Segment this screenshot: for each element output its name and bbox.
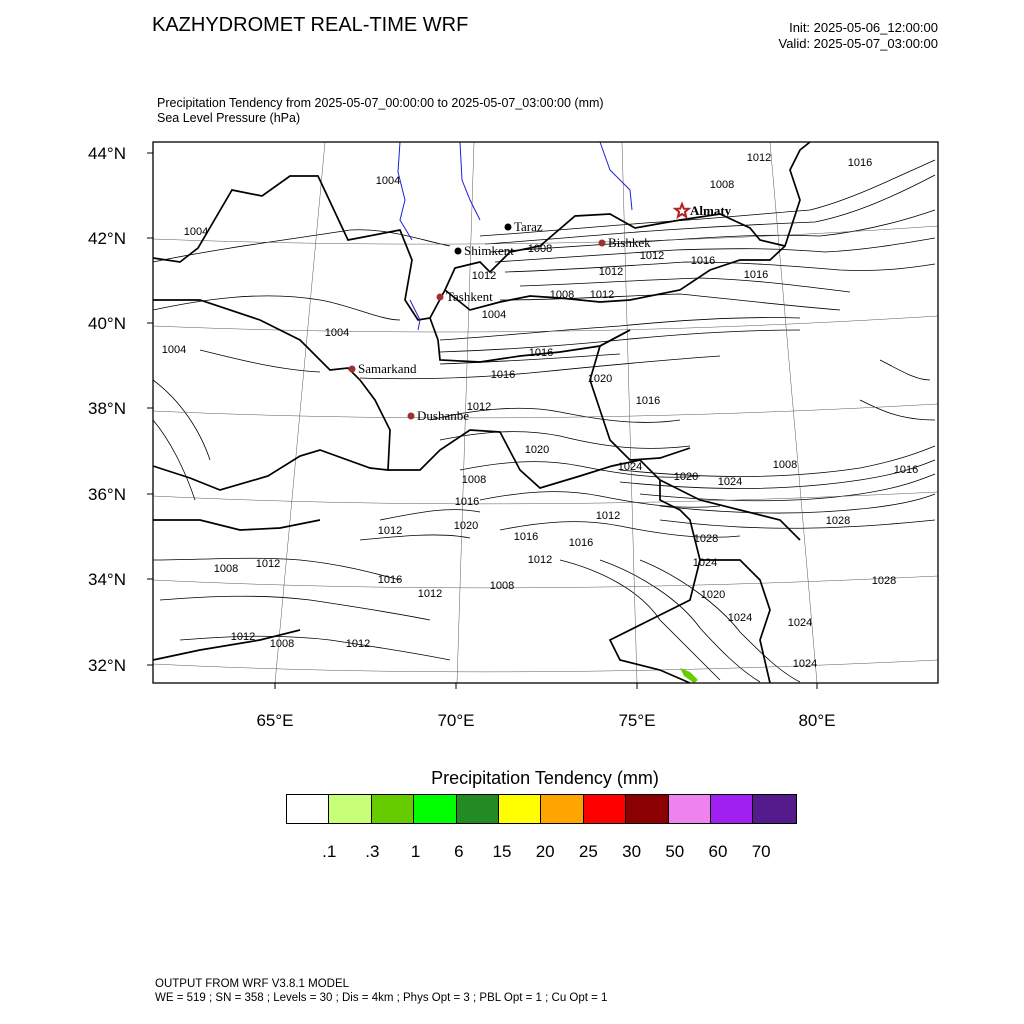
isobar-label: 1012 xyxy=(598,266,624,278)
city-label: Taraz xyxy=(514,219,543,234)
isobar-label: 1028 xyxy=(871,575,897,587)
isobar-label: 1012 xyxy=(589,289,615,301)
city-dot-icon xyxy=(349,366,356,373)
city-dot-icon xyxy=(599,240,606,247)
city-label: Almaty xyxy=(690,203,732,218)
colorbar xyxy=(286,794,797,824)
city-label: Tashkent xyxy=(446,289,493,304)
colorbar-label: 6 xyxy=(454,842,464,861)
isobar-label: 1012 xyxy=(377,525,403,537)
isobar-label: 1008 xyxy=(213,563,239,575)
isobar-label: 1016 xyxy=(490,369,516,381)
isobar-label: 1012 xyxy=(345,638,371,650)
isobar-label: 1008 xyxy=(709,179,735,191)
isobar-label: 1012 xyxy=(595,510,621,522)
colorbar-label: 30 xyxy=(622,842,642,861)
isobar-label: 1028 xyxy=(825,515,851,527)
city-label: Dushanbe xyxy=(417,408,469,423)
colorbar-label: 50 xyxy=(665,842,685,861)
isobar-label: 1024 xyxy=(717,476,743,488)
isobar-label: 1020 xyxy=(587,373,613,385)
isobar-label: 1016 xyxy=(568,537,594,549)
city-markers xyxy=(349,203,732,423)
isobar-label: 1004 xyxy=(161,344,187,356)
lat-label: 36°N xyxy=(88,485,126,504)
subtitle-precip: Precipitation Tendency from 2025-05-07_00:00:00 to 2025-05-07_03:00:00 (mm) xyxy=(157,96,604,110)
isobar-label: 1008 xyxy=(489,580,515,592)
isobar-label: 1012 xyxy=(471,270,497,282)
isobar-label: 1028 xyxy=(693,533,719,545)
map-frame xyxy=(153,142,938,683)
city-label: Shimkent xyxy=(464,243,514,258)
isobar-label: 1004 xyxy=(183,226,209,238)
isobar-label: 1012 xyxy=(230,631,256,643)
isobar-label: 1012 xyxy=(527,554,553,566)
isobar-label: 1024 xyxy=(787,617,813,629)
lat-label: 32°N xyxy=(88,656,126,675)
init-time: Init: 2025-05-06_12:00:00 xyxy=(789,20,938,35)
lat-label: 42°N xyxy=(88,229,126,248)
city-shimkent xyxy=(455,243,515,258)
lon-label: 80°E xyxy=(798,711,836,730)
colorbar-swatch xyxy=(414,795,456,823)
isobar-label: 1012 xyxy=(417,588,443,600)
city-dot-icon xyxy=(408,413,415,420)
city-taraz xyxy=(505,219,543,234)
lat-label: 34°N xyxy=(88,570,126,589)
isobar-label: 1008 xyxy=(772,459,798,471)
colorbar-swatch xyxy=(372,795,414,823)
colorbar-title: Precipitation Tendency (mm) xyxy=(431,768,659,788)
city-bishkek xyxy=(599,235,652,250)
city-label: Samarkand xyxy=(358,361,417,376)
page-title: KAZHYDROMET REAL-TIME WRF xyxy=(152,14,469,36)
graticule-lines xyxy=(153,142,938,683)
lat-label: 40°N xyxy=(88,314,126,333)
colorbar-label: 1 xyxy=(410,842,421,861)
colorbar-swatch xyxy=(753,795,795,823)
city-dot-icon xyxy=(505,224,512,231)
isobar-label: 1008 xyxy=(527,243,553,255)
isobar-label: 1012 xyxy=(746,152,772,164)
colorbar-label: 70 xyxy=(751,842,771,861)
lat-label: 38°N xyxy=(88,399,126,418)
lon-label: 75°E xyxy=(618,711,656,730)
footer-config: WE = 519 ; SN = 358 ; Levels = 30 ; Dis = 4km ; Phys Opt = 3 ; PBL Opt = 1 ; Cu Opt = 1 xyxy=(155,992,608,1004)
lat-label: 44°N xyxy=(88,144,126,163)
isobar-label: 1004 xyxy=(375,175,401,187)
colorbar-label: .1 xyxy=(322,842,337,861)
city-dot-icon xyxy=(437,294,444,301)
isobar-label: 1020 xyxy=(673,471,699,483)
colorbar-label: 20 xyxy=(535,842,555,861)
colorbar-swatch xyxy=(711,795,753,823)
isobar-label: 1004 xyxy=(324,327,350,339)
isobar-lines xyxy=(153,160,935,682)
isobar-label: 1012 xyxy=(466,401,492,413)
isobar-label: 1016 xyxy=(893,464,919,476)
isobar-label: 1016 xyxy=(377,574,403,586)
star-icon xyxy=(675,204,688,217)
city-label: Bishkek xyxy=(608,235,651,250)
isobar-label: 1016 xyxy=(690,255,716,267)
colorbar-swatch xyxy=(626,795,668,823)
isobar-label: 1008 xyxy=(549,289,575,301)
colorbar-swatch xyxy=(457,795,499,823)
isobar-label: 1020 xyxy=(453,520,479,532)
colorbar-label: .3 xyxy=(365,842,380,861)
isobar-label: 1004 xyxy=(481,309,507,321)
colorbar-label: 60 xyxy=(708,842,728,861)
lon-label: 65°E xyxy=(256,711,294,730)
isobar-label: 1008 xyxy=(269,638,295,650)
subtitle-slp: Sea Level Pressure (hPa) xyxy=(157,111,301,125)
valid-time: Valid: 2025-05-07_03:00:00 xyxy=(778,36,938,51)
isobar-label: 1016 xyxy=(454,496,480,508)
colorbar-swatch xyxy=(287,795,329,823)
colorbar-swatch xyxy=(541,795,583,823)
isobar-label: 1016 xyxy=(528,347,554,359)
isobar-label: 1020 xyxy=(700,589,726,601)
colorbar-label: 15 xyxy=(492,842,512,861)
isobar-label: 1024 xyxy=(727,612,753,624)
city-almaty xyxy=(675,203,731,218)
city-samarkand xyxy=(349,361,417,376)
isobar-label: 1016 xyxy=(635,395,661,407)
colorbar-swatch xyxy=(669,795,711,823)
colorbar-swatch xyxy=(499,795,541,823)
isobar-label: 1016 xyxy=(513,531,539,543)
isobar-label: 1024 xyxy=(692,557,718,569)
isobar-label: 1016 xyxy=(743,269,769,281)
isobar-label: 1024 xyxy=(792,658,818,670)
isobar-label: 1016 xyxy=(847,157,873,169)
isobar-label: 1020 xyxy=(524,444,550,456)
city-dushanbe xyxy=(408,408,470,423)
isobar-label: 1012 xyxy=(639,250,665,262)
city-dot-icon xyxy=(455,248,462,255)
lon-label: 70°E xyxy=(437,711,475,730)
colorbar-swatch xyxy=(584,795,626,823)
isobar-label: 1024 xyxy=(617,461,643,473)
colorbar-swatch xyxy=(329,795,371,823)
isobar-label: 1012 xyxy=(255,558,281,570)
colorbar-label: 25 xyxy=(578,842,598,861)
footer-model: OUTPUT FROM WRF V3.8.1 MODEL xyxy=(155,978,350,990)
isobar-label: 1008 xyxy=(461,474,487,486)
